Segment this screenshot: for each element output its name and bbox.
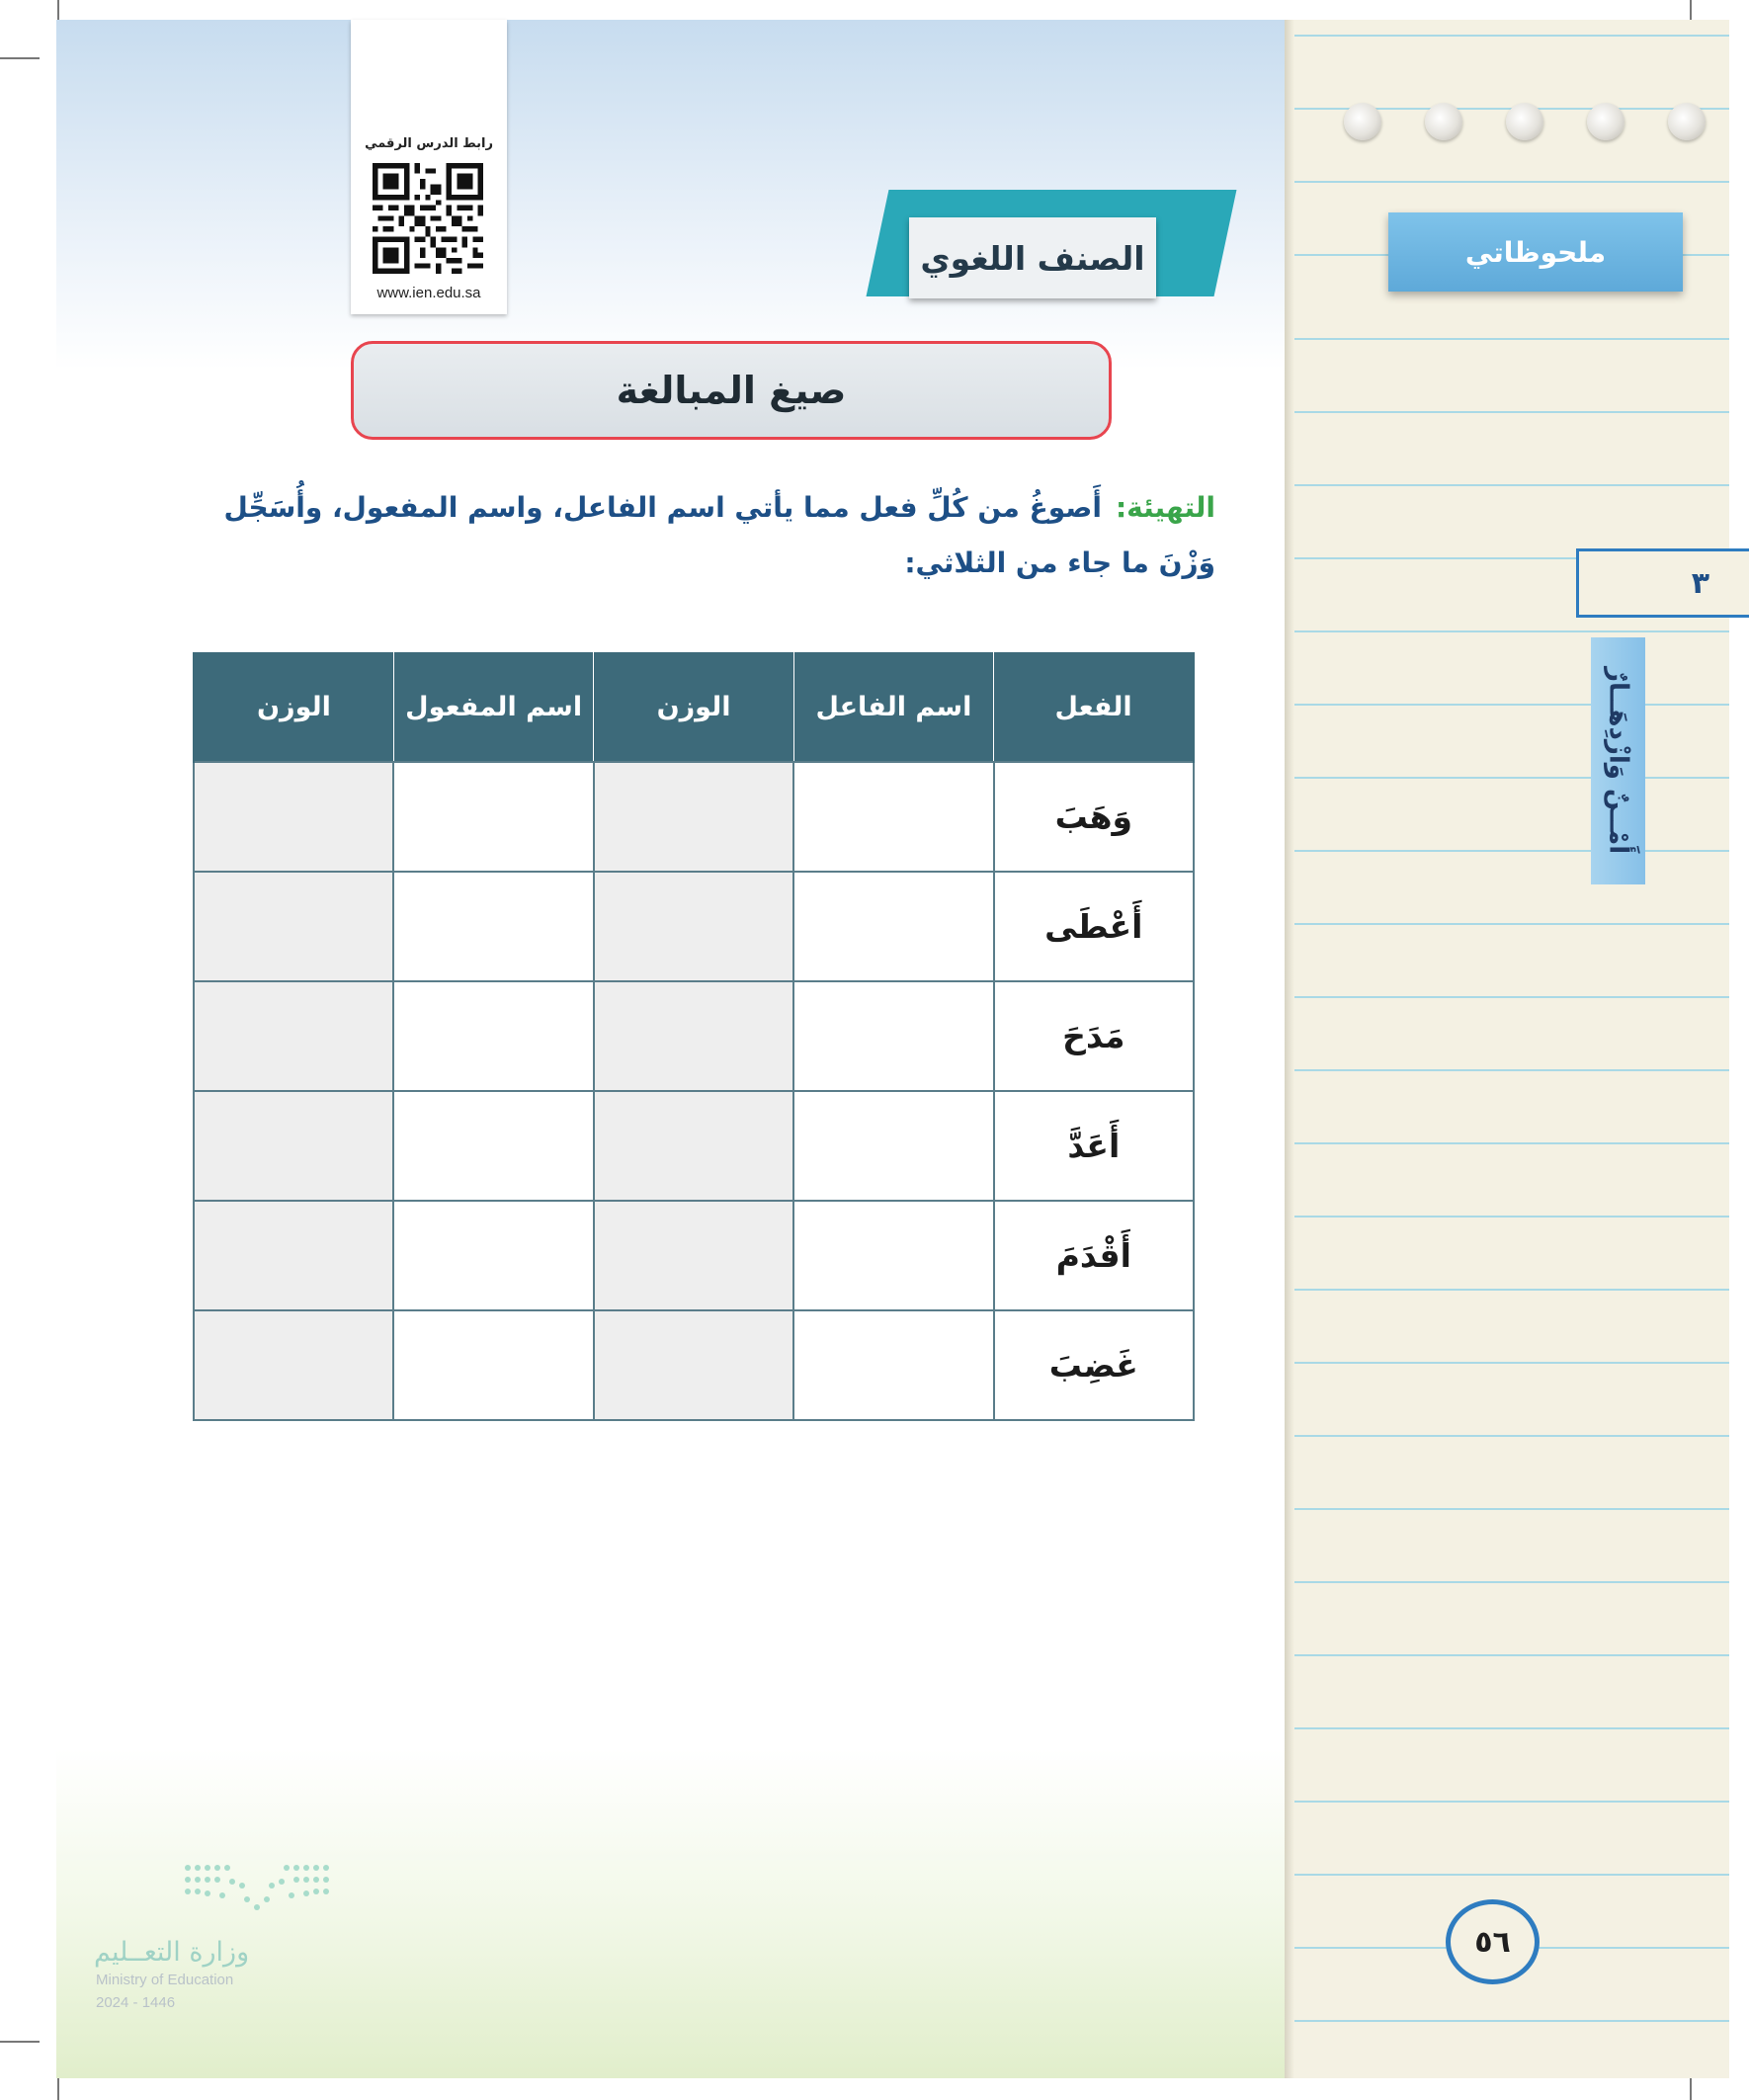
- ministry-name-english: Ministry of Education: [96, 1972, 234, 1988]
- answer-cell[interactable]: [594, 1201, 793, 1310]
- binder-ring-icon: [1506, 103, 1543, 140]
- crop-mark: [0, 57, 40, 59]
- verb-cell: أَعَدَّ: [994, 1091, 1194, 1201]
- binder-ring-icon: [1425, 103, 1462, 140]
- binder-ring-icon: [1668, 103, 1706, 140]
- instruction-text: أَصوغُ من كُلِّ فعل مما يأتي اسم الفاعل، واسم المفعول، وأُسَجِّل وَزْنَ ما جاء من الثلاثي:: [223, 491, 1215, 579]
- verb-cell: أَعْطَى: [994, 872, 1194, 981]
- answer-cell[interactable]: [393, 981, 593, 1091]
- answer-cell[interactable]: [793, 981, 993, 1091]
- table-row: [194, 1201, 1194, 1310]
- header-cell: الوزن: [594, 652, 793, 762]
- qr-code-icon[interactable]: [373, 163, 483, 274]
- notes-tab: [1388, 212, 1683, 292]
- answer-cell[interactable]: [594, 1091, 793, 1201]
- instruction: [203, 480, 1215, 591]
- table-row: [194, 981, 1194, 1091]
- answer-cell[interactable]: [793, 872, 993, 981]
- answer-cell[interactable]: [393, 1201, 593, 1310]
- unit-title: أَمْــنٌ وَازْدِهَــارٌ: [1603, 667, 1633, 855]
- ministry-logo: [94, 1858, 351, 2016]
- answer-cell[interactable]: [194, 1091, 393, 1201]
- instruction-lead: التهيئة:: [1115, 491, 1215, 524]
- verb-cell: وَهَبَ: [994, 762, 1194, 872]
- answer-cell[interactable]: [194, 762, 393, 872]
- answer-cell[interactable]: [393, 872, 593, 981]
- answer-cell[interactable]: [194, 872, 393, 981]
- answer-cell[interactable]: [594, 1310, 793, 1420]
- unit-number: ٣: [1691, 565, 1709, 601]
- answer-cell[interactable]: [594, 762, 793, 872]
- binder-ring-icon: [1587, 103, 1624, 140]
- answer-cell[interactable]: [594, 981, 793, 1091]
- header-cell: الفعل: [994, 652, 1194, 762]
- verb-cell: غَضِبَ: [994, 1310, 1194, 1420]
- answer-cell[interactable]: [793, 1201, 993, 1310]
- table-row: [194, 1091, 1194, 1201]
- qr-card[interactable]: [351, 20, 507, 314]
- notes-notebook: [1285, 20, 1729, 2078]
- notes-label: ملحوظاتي: [1464, 235, 1607, 269]
- header-cell: الوزن: [194, 652, 393, 762]
- answer-cell[interactable]: [393, 762, 593, 872]
- table-row: [194, 1310, 1194, 1420]
- answer-cell[interactable]: [793, 1310, 993, 1420]
- notebook-edge: [1285, 20, 1294, 2078]
- page-number: [1446, 1899, 1540, 1984]
- verb-cell: مَدَحَ: [994, 981, 1194, 1091]
- qr-url: www.ien.edu.sa: [376, 285, 481, 301]
- unit-title-label: [1591, 637, 1645, 884]
- answer-cell[interactable]: [793, 762, 993, 872]
- qr-caption: رابط الدرس الرقمي: [365, 136, 493, 151]
- header-cell: اسم المفعول: [393, 652, 593, 762]
- answer-cell[interactable]: [194, 1201, 393, 1310]
- table-row: [194, 872, 1194, 981]
- exercise-table: [193, 652, 1195, 1421]
- answer-cell[interactable]: [393, 1091, 593, 1201]
- answer-cell[interactable]: [194, 1310, 393, 1420]
- answer-cell[interactable]: [194, 981, 393, 1091]
- table-row: [194, 762, 1194, 872]
- answer-cell[interactable]: [393, 1310, 593, 1420]
- category-label: الصنف اللغوي: [909, 217, 1156, 298]
- answer-cell[interactable]: [594, 872, 793, 981]
- crop-mark: [0, 2041, 40, 2043]
- answer-cell[interactable]: [793, 1091, 993, 1201]
- ministry-name-arabic: وزارة التعــليم: [94, 1937, 250, 1968]
- header-cell: اسم الفاعل: [793, 652, 993, 762]
- page-number-text: ٥٦: [1474, 1924, 1511, 1960]
- binder-ring-icon: [1344, 103, 1381, 140]
- verb-cell: أَقْدَمَ: [994, 1201, 1194, 1310]
- ministry-dots-icon: [178, 1858, 356, 1927]
- page-title: صيغ المبالغة: [351, 341, 1112, 440]
- table-header-row: [194, 652, 1194, 762]
- ministry-year: 2024 - 1446: [96, 1994, 176, 2011]
- unit-number-box: [1576, 548, 1749, 618]
